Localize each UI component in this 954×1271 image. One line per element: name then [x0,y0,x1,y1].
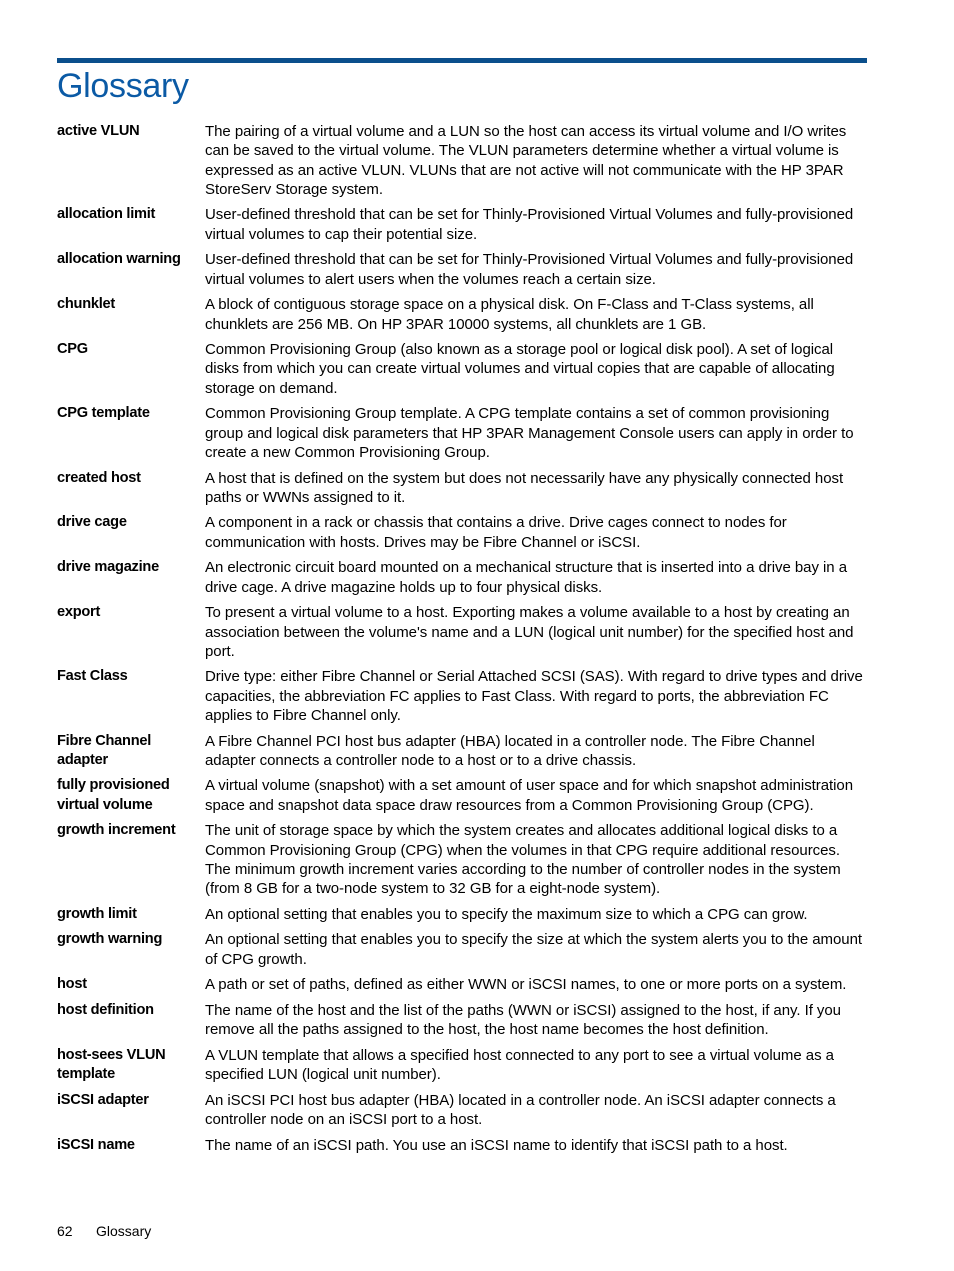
glossary-entry [57,340,869,398]
glossary-definition: A path or set of paths, defined as either WWN or iSCSI names, to one or more ports on a system. [205,976,847,994]
page-number: 62 [57,1223,73,1239]
glossary-term: created host [57,469,141,486]
glossary-definition: User-defined threshold that can be set for Thinly-Provisioned Virtual Volumes and fully-provisioned virtual volumes to cap their potential size. [205,206,854,243]
glossary-term: host [57,976,87,993]
glossary-definition: An iSCSI PCI host bus adapter (HBA) located in a controller node. An iSCSI adapter connects a controller node on an iSCSI port to a host. [205,1091,836,1128]
glossary-definition: A virtual volume (snapshot) with a set amount of user space and for which snapshot administration space and snapshot data space draw resources from a Common Provisioning Group (CPG). [205,777,853,814]
page-title: Glossary [57,67,189,105]
glossary-entry [57,122,869,199]
glossary-definition: The name of an iSCSI path. You use an iSCSI name to identify that iSCSI path to a host. [205,1136,788,1154]
glossary-entry [57,667,869,725]
glossary-entry [57,469,869,508]
glossary-definition: A block of contiguous storage space on a physical disk. On F-Class and T-Class systems, all chunklets are 256 MB. On HP 3PAR 10000 systems, all chunklets are 1 GB. [205,296,814,333]
glossary-entry [57,905,869,924]
glossary-entry [57,732,869,771]
glossary-term: Fibre Channel adapter [57,732,152,768]
glossary-entry [57,1136,869,1155]
glossary-definition: A component in a rack or chassis that contains a drive. Drive cages connect to nodes for communication with hosts. Drives may be Fibre Channel or iSCSI. [205,514,787,551]
glossary-definition: A VLUN template that allows a specified host connected to any port to see a virtual volume as a specified LUN (logical unit number). [205,1046,834,1084]
glossary-definition: The pairing of a virtual volume and a LUN so the host can access its virtual volume and I/O writes can be saved to the virtual volume. The VLUN parameters determine whether a virtual volume is expressed as an active VLUN. VLUNs that are not active will not communicate with the HP 3PAR StoreServ Storage system. [205,123,847,198]
glossary-entry [57,1001,869,1040]
glossary-term: active VLUN [57,123,140,139]
glossary-entry [57,558,869,597]
glossary-definition: User-defined threshold that can be set for Thinly-Provisioned Virtual Volumes and fully-provisioned virtual volumes to alert users when the volumes reach a certain size. [205,251,854,288]
footer-section-label: Glossary [96,1223,152,1239]
glossary-entry [57,1046,869,1085]
glossary-entry [57,1091,869,1130]
glossary-term: drive magazine [57,559,159,576]
glossary-entry [57,975,869,994]
glossary-term: Fast Class [57,668,128,685]
glossary-definition: The name of the host and the list of the paths (WWN or iSCSI) assigned to the host, if any. If you remove all the paths assigned to the host, the host name becomes the host definition. [205,1001,841,1039]
glossary-term: host-sees VLUN template [57,1046,166,1083]
glossary-entry [57,821,869,898]
glossary-term: fully provisioned virtual volume [57,777,170,813]
glossary-list [57,122,869,1161]
glossary-definition: An optional setting that enables you to specify the size at which the system alerts you to the amount of CPG growth. [205,931,862,968]
glossary-entry [57,930,869,969]
glossary-term: growth increment [57,822,176,839]
glossary-definition: Common Provisioning Group (also known as a storage pool or logical disk pool). A set of logical disks from which you can create virtual volumes and virtual copies that are capable of allocating storage on demand. [205,341,835,397]
glossary-definition: Common Provisioning Group template. A CPG template contains a set of common provisioning group and logical disk parameters that HP 3PAR Management Console users can apply in order to create a new Common Provisioning Group. [205,405,854,461]
glossary-entry [57,776,869,815]
glossary-term: iSCSI adapter [57,1091,149,1108]
glossary-term: CPG [57,341,88,358]
glossary-entry [57,513,869,552]
glossary-definition: An optional setting that enables you to specify the maximum size to which a CPG can grow. [205,905,808,923]
glossary-entry [57,404,869,462]
glossary-definition: The unit of storage space by which the system creates and allocates additional logical disks to a Common Provisioning Group (CPG) when the volumes in that CPG require additional resources. The minimum growth increment varies according to the number of controller nodes in the system (from 8 GB for a two-node system to 32 GB for a eight-node system). [205,822,841,898]
glossary-definition: A host that is defined on the system but does not necessarily have any physically connected host paths or WWNs assigned to it. [205,469,844,506]
glossary-term: growth limit [57,905,137,922]
glossary-entry [57,205,869,244]
glossary-term: export [57,604,101,621]
glossary-term: allocation limit [57,206,156,223]
page-footer [57,1222,151,1241]
glossary-term: growth warning [57,931,163,948]
glossary-entry [57,250,869,289]
glossary-term: host definition [57,1001,154,1018]
glossary-definition: To present a virtual volume to a host. Exporting makes a volume available to a host by creating an association between the volume's name and a LUN (logical unit number) for the specified host and port. [205,604,854,660]
glossary-entry [57,295,869,334]
glossary-definition: An electronic circuit board mounted on a mechanical structure that is inserted into a drive bay in a drive cage. A drive magazine holds up to four physical disks. [205,559,848,596]
glossary-definition: A Fibre Channel PCI host bus adapter (HBA) located in a controller node. The Fibre Channel adapter connects a controller node to a host or to a drive chassis. [205,732,815,769]
glossary-term: CPG template [57,405,150,422]
glossary-definition: Drive type: either Fibre Channel or Serial Attached SCSI (SAS). With regard to drive types and drive capacities, the abbreviation FC applies to Fast Class. With regard to ports, the abbreviation FC applies to Fibre Channel only. [205,668,863,724]
glossary-entry [57,603,869,661]
glossary-term: drive cage [57,514,127,531]
glossary-term: iSCSI name [57,1136,135,1153]
glossary-term: chunklet [57,296,116,313]
glossary-term: allocation warning [57,251,181,268]
